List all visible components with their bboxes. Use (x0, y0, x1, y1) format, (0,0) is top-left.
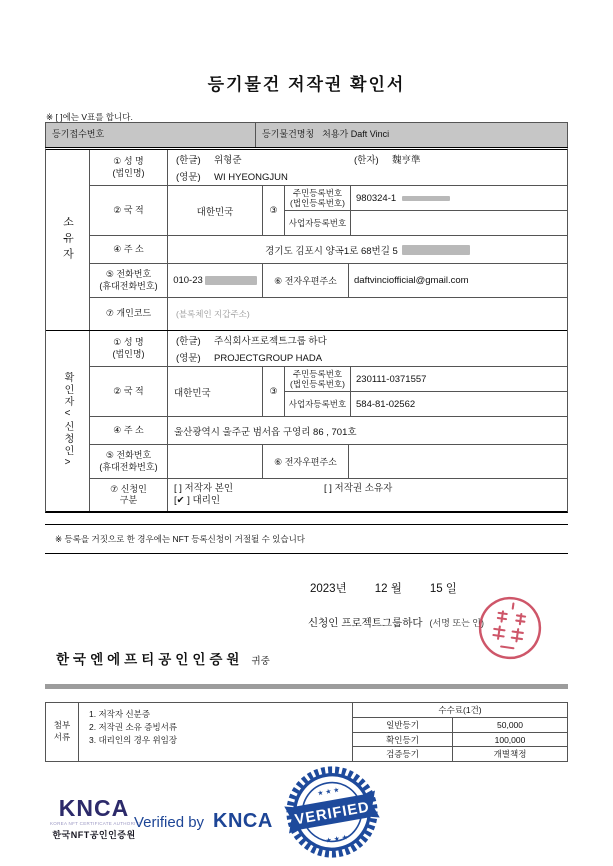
email-label: ⑥ 전자우편주소 (263, 445, 349, 478)
fee-value: 개별책정 (493, 749, 527, 760)
korean-label: (한글) (176, 155, 201, 166)
fee-name: 검증등기 (353, 747, 453, 761)
fee-row (353, 718, 567, 733)
registry-header-row (45, 122, 568, 147)
company-seal-stamp (476, 594, 544, 662)
fee-value: 50,000 (497, 719, 523, 730)
circle-3-label: ③ (263, 186, 285, 235)
knca-logo-text: KNCA (58, 795, 130, 821)
checkbox-agent-checked: [✔ ] 대리인 (174, 495, 221, 506)
verified-by-knca-text: KNCA (213, 810, 273, 832)
owner-address-cell (168, 236, 567, 263)
recipient-line (56, 648, 270, 668)
confirmer-address-row (90, 417, 567, 445)
attachment-item: 2. 저작권 소유 증빙서류 (89, 722, 178, 733)
owner-personal-code-placeholder: (블록체인 지갑주소) (176, 309, 250, 319)
phone-redaction (205, 276, 257, 285)
english-label: (영문) (176, 172, 201, 183)
fee-header: 수수료(1건) (353, 703, 567, 718)
address-label: ④ 주 소 (90, 236, 168, 263)
badge-verified-text: VERIFIED (293, 799, 371, 829)
confirmer-name-row (90, 331, 567, 367)
verified-by-text: Verified by (134, 814, 205, 831)
owner-personal-code-row (90, 298, 567, 330)
fee-name: 확인등기 (353, 733, 453, 747)
applicant-type-options (168, 479, 567, 511)
date-day: 15 일 (429, 583, 457, 595)
confirmer-email (349, 445, 567, 478)
owner-phone-row (90, 264, 567, 298)
attachments-label: 첨부 서류 (46, 703, 79, 761)
fee-row (353, 747, 567, 761)
item-name-value: 처용가 Daft Vinci (322, 129, 390, 139)
owner-name-korean: 위형준 (214, 155, 242, 166)
badge-stars-top: ★ ★ ★ (316, 786, 341, 798)
owner-email: daftvinciofficial@gmail.com (354, 275, 469, 286)
personal-code-label: ⑦ 개인코드 (90, 298, 168, 330)
attachments-list (79, 703, 353, 761)
phone-label: ⑤ 전화번호 (휴대전화번호) (90, 445, 168, 478)
owner-nationality-row (90, 186, 567, 236)
fee-section (353, 703, 567, 761)
checkbox-instruction-note: ※ [ ]에는 V표를 합니다. (46, 112, 133, 122)
owner-phone-cell (168, 264, 263, 297)
recipient-honorific: 귀중 (251, 656, 270, 667)
sign-or-seal-label: (서명 또는 인) (429, 618, 484, 628)
business-number-label: 사업자등록번호 (285, 211, 351, 235)
applicant-type-row (90, 479, 567, 511)
english-label: (영문) (176, 353, 201, 364)
attachment-item: 3. 대리인의 경우 위임장 (89, 735, 178, 746)
owner-phone: 010-23 (173, 275, 203, 286)
owner-nationality-value: 대한민국 (168, 186, 263, 235)
main-table (45, 147, 568, 513)
owner-name-hanja: 魏亨準 (392, 155, 421, 166)
resident-number-label: 주민등록번호 (법인등록번호) (285, 186, 351, 210)
email-label: ⑥ 전자우편주소 (263, 264, 349, 297)
applicant-name: 신청인 프로젝트그룹하다 (308, 617, 423, 629)
address-label: ④ 주 소 (90, 417, 168, 444)
name-label: ① 성 명 (법인명) (90, 150, 168, 185)
resident-number-redaction (402, 196, 450, 201)
confirmer-side-cell (46, 331, 90, 511)
applicant-type-label: ⑦ 신청인 구분 (90, 479, 168, 511)
fee-value: 100,000 (494, 734, 526, 745)
owner-name-row (90, 150, 567, 186)
verified-by-line (134, 810, 273, 833)
item-name-cell (256, 123, 567, 147)
page-title: 등기물건 저작권 확인서 (207, 75, 406, 94)
attachment-item: 1. 저작자 신분증 (89, 709, 151, 719)
nationality-label: ② 국 적 (90, 186, 168, 235)
resident-number-label: 주민등록번호 (법인등록번호) (285, 367, 351, 391)
date-month: 12 월 (374, 583, 402, 595)
confirmer-nationality-value: 대한민국 (168, 367, 263, 416)
confirmer-side-label: 확인자<신청인> (62, 372, 73, 470)
verified-badge-icon (283, 763, 381, 861)
item-name-label: 등기물건명칭 (262, 129, 315, 139)
owner-side-label: 소유자 (61, 216, 74, 264)
section-divider-bar (45, 684, 568, 689)
knca-logo (50, 795, 143, 841)
circle-3-label: ③ (263, 367, 285, 416)
owner-address-row (90, 236, 567, 264)
owner-section (46, 150, 567, 331)
date-year: 2023년 (310, 583, 347, 595)
phone-label: ⑤ 전화번호 (휴대전화번호) (90, 264, 168, 297)
confirmer-name-korean: 주식회사프로젝트그룹 하다 (214, 336, 327, 347)
owner-business-number (351, 211, 567, 235)
recipient-organization: 한국엔에프티공인인증원 (56, 652, 244, 667)
confirmer-address: 울산광역시 울주군 범서읍 구영리 86 , 701호 (174, 426, 357, 438)
knca-logo-korean: 한국NFT공인인증원 (52, 830, 136, 840)
checkbox-author-self: [ ] 저작자 본인 (174, 483, 234, 495)
hanja-label: (한자) (354, 155, 379, 166)
knca-logo-caption: KOREA NFT CERTIFICATE AUTHORITY (50, 821, 143, 826)
fee-row (353, 733, 567, 748)
confirmer-business-number: 584-81-02562 (356, 398, 416, 410)
confirmer-phone-row (90, 445, 567, 479)
owner-name-english: WI HYEONGJUN (214, 172, 288, 183)
applicant-signature-line (308, 615, 484, 630)
date-line (310, 580, 457, 596)
korean-label: (한글) (176, 336, 201, 347)
confirmer-nationality-row (90, 367, 567, 417)
confirmer-corporate-number: 230111-0371557 (356, 373, 427, 385)
registration-warning-note: ※ 등록을 거짓으로 한 경우에는 NFT 등록신청이 거절될 수 있습니다 (45, 524, 568, 554)
owner-resident-number: 980324-1 (356, 192, 397, 204)
fee-name: 일반등기 (353, 718, 453, 732)
owner-resident-number-cell (351, 186, 567, 210)
confirmer-name-english: PROJECTGROUP HADA (214, 353, 323, 364)
receipt-number-label: 등기접수번호 (46, 123, 256, 147)
checkbox-copyright-owner: [ ] 저작권 소유자 (324, 483, 393, 495)
owner-address: 경기도 김포시 양곡1로 68번길 5 (265, 245, 398, 257)
confirmer-phone (168, 445, 263, 478)
nationality-label: ② 국 적 (90, 367, 168, 416)
badge-stars-bottom: ★ ★ ★ (325, 834, 349, 845)
attachments-fee-table (45, 702, 568, 762)
address-redaction (402, 245, 470, 255)
confirmer-section (46, 331, 567, 511)
business-number-label: 사업자등록번호 (285, 392, 351, 416)
name-label: ① 성 명 (법인명) (90, 331, 168, 366)
owner-side-cell (46, 150, 90, 330)
